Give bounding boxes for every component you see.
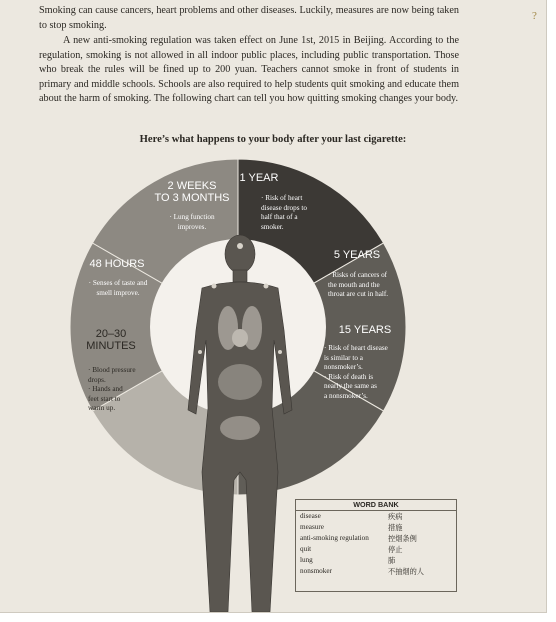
word-bank-english: nonsmoker xyxy=(300,567,332,576)
word-bank-chinese: 肺 xyxy=(388,556,396,566)
segment-title-2-weeks-to-3-months: 2 WEEKS TO 3 MONTHS xyxy=(154,180,230,204)
word-bank-row xyxy=(296,533,456,544)
segment-note-48-hours: · Senses of taste and smell improve. xyxy=(88,279,148,297)
segment-note-15-years: · Risk of heart disease is similar to a nonsmoker’s. · Risk of death is nearly the same as a nonsmoker’s. xyxy=(324,344,388,400)
word-bank-box xyxy=(295,499,457,592)
word-bank-row xyxy=(296,566,456,577)
segment-title-1-year: 1 YEAR xyxy=(239,172,279,184)
segment-note-2-weeks-to-3-months: · Lung function improves. xyxy=(169,213,215,231)
regulation-paragraph: A new anti-smoking regulation was taken effect on June 1st, 2015 in Beijing. According to the regulation, smoking is not allowed in all indoor public places, including public transportation. Those who break the rules will be fined up to 200 yuan. Teachers cannot smoke in front of students in primary and middle schools. Schools are also required to help students quit smoking and educate them about the harm of smoking. The following chart can tell you how quitting smoking changes your body. xyxy=(39,35,459,105)
intro-paragraph: Smoking can cause cancers, heart problems and other diseases. Luckily, measures are now being taken to stop smoking. xyxy=(39,5,459,31)
human-body-illustration xyxy=(180,232,300,613)
word-bank-english: lung xyxy=(300,556,313,565)
segment-title-48-hours: 48 HOURS xyxy=(89,258,145,270)
margin-mark: ? xyxy=(532,10,537,22)
word-bank-row xyxy=(296,522,456,533)
word-bank-english: measure xyxy=(300,523,324,532)
word-bank-chinese: 措施 xyxy=(388,523,403,533)
word-bank-chinese: 控烟条例 xyxy=(388,534,417,544)
segment-title-20-30-minutes: 20–30 MINUTES xyxy=(86,328,136,352)
segment-title-5-years: 5 YEARS xyxy=(333,249,381,261)
chart-heading: Here’s what happens to your body after your last cigarette: xyxy=(139,134,407,145)
segment-title-15-years: 15 YEARS xyxy=(338,324,392,336)
word-bank-english: anti-smoking regulation xyxy=(300,534,369,543)
word-bank-chinese: 不抽烟的人 xyxy=(388,567,424,577)
word-bank-chinese: 停止 xyxy=(388,545,403,555)
word-bank-row xyxy=(296,544,456,555)
segment-note-5-years: · Risks of cancers of the mouth and the throat are cut in half. xyxy=(328,271,389,299)
segment-note-20-30-minutes: · Blood pressure drops. · Hands and feet start to warm up. xyxy=(88,366,136,413)
word-bank-row xyxy=(296,555,456,566)
word-bank-english: quit xyxy=(300,545,312,554)
word-bank-english: disease xyxy=(300,512,321,520)
segment-note-1-year: · Risk of heart disease drops to half that of a smoker. xyxy=(261,194,307,231)
word-bank-row xyxy=(296,511,456,522)
word-bank-chinese: 疾病 xyxy=(388,512,403,521)
word-bank-title: WORD BANK xyxy=(296,500,456,511)
